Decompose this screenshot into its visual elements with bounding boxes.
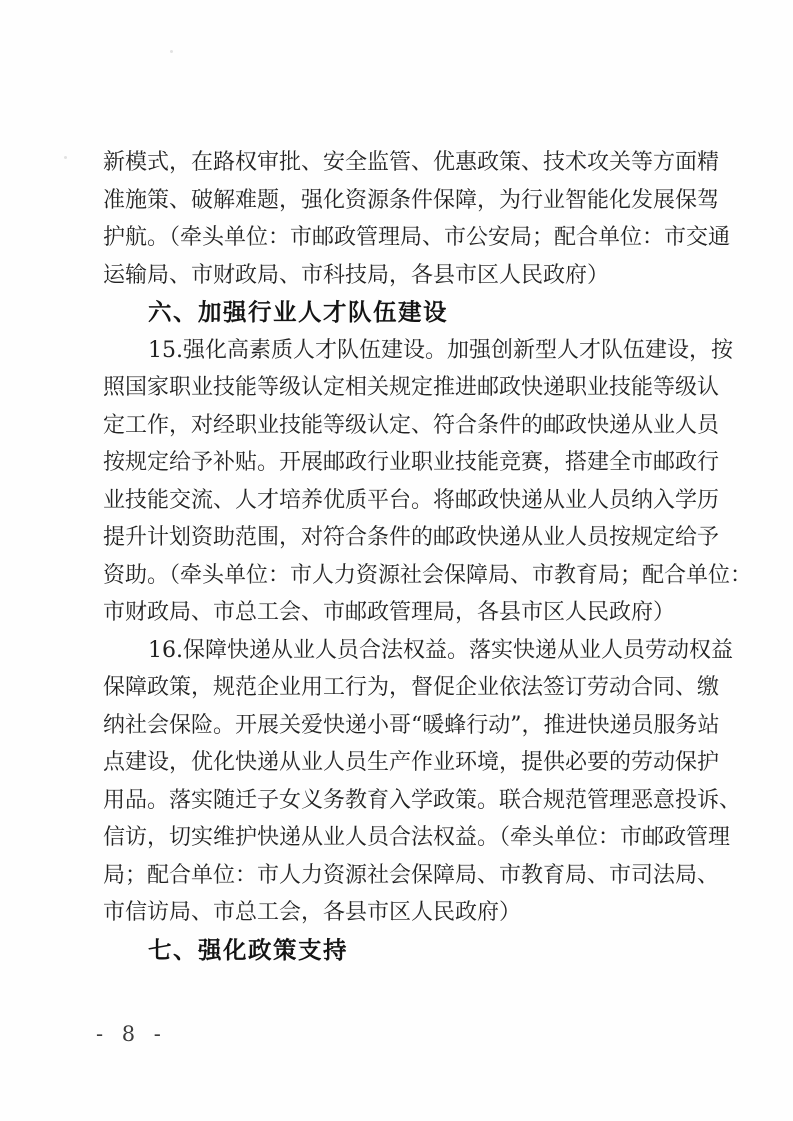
text-line: 市信访局、市总工会，各县市区人民政府） <box>103 900 522 925</box>
scan-artifact <box>170 50 173 53</box>
text-line: 业技能交流、人才培养优质平台。将邮政快递从业人员纳入学历 <box>103 487 720 513</box>
scan-artifact <box>64 156 67 159</box>
text-line: 资助。（牵头单位：市人力资源社会保障局、市教育局；配合单位： <box>103 562 753 588</box>
text-line: 护航。（牵头单位：市邮政管理局、市公安局；配合单位：市交通 <box>103 225 731 250</box>
text-line: 信访，切实维护快递从业人员合法权益。（牵头单位：市邮政管理 <box>103 825 731 850</box>
text-line: 点建设，优化快递从业人员生产作业环境，提供必要的劳动保护 <box>103 750 720 775</box>
page-number: - 8 - <box>96 1022 167 1046</box>
text-line: 15.强化高素质人才队伍建设。加强创新型人才队伍建设，按 <box>148 337 733 363</box>
section-6-heading: 六、加强行业人才队伍建设 <box>148 299 448 325</box>
text-line: 保障政策，规范企业用工行为，督促企业依法签订劳动合同、缴 <box>103 675 720 700</box>
text-line: 准施策、破解难题，强化资源条件保障，为行业智能化发展保驾 <box>103 187 720 213</box>
text-line: 新模式，在路权审批、安全监管、优惠政策、技术攻关等方面精 <box>103 150 720 175</box>
document-body <box>103 144 753 969</box>
text-line: 市财政局、市总工会、市邮政管理局，各县市区人民政府） <box>103 600 676 625</box>
text-line: 按规定给予补贴。开展邮政行业职业技能竞赛，搭建全市邮政行 <box>103 450 720 475</box>
text-line: 照国家职业技能等级认定相关规定推进邮政快递职业技能等级认 <box>103 375 720 400</box>
text-line: 运输局、市财政局、市科技局，各县市区人民政府） <box>103 262 610 288</box>
section-7-heading: 七、强化政策支持 <box>148 936 348 963</box>
text-line: 局；配合单位：市人力资源社会保障局、市教育局、市司法局、 <box>103 862 720 888</box>
text-line: 定工作，对经职业技能等级认定、符合条件的邮政快递从业人员 <box>103 412 720 438</box>
text-line: 用品。落实随迁子女义务教育入学政策。联合规范管理恶意投诉、 <box>103 787 742 813</box>
text-line: 提升计划资助范围，对符合条件的邮政快递从业人员按规定给予 <box>103 525 720 550</box>
text-line: 纳社会保险。开展关爱快递小哥“暖蜂行动”，推进快递员服务站 <box>103 712 720 738</box>
text-line: 16.保障快递从业人员合法权益。落实快递从业人员劳动权益 <box>148 637 733 663</box>
